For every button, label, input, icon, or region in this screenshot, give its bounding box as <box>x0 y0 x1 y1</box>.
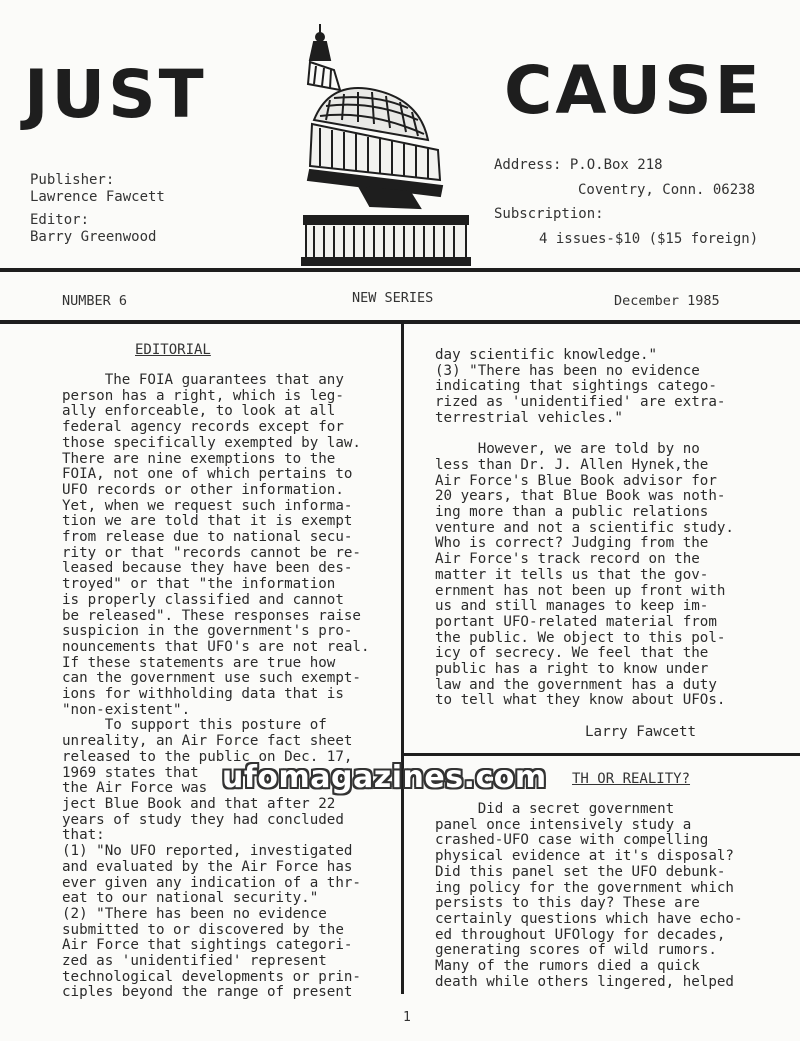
issue-rule <box>0 320 800 324</box>
publisher-label: Publisher: <box>30 172 115 188</box>
capitol-dome-illustration <box>300 20 475 270</box>
masthead-title-right: CAUSE <box>504 52 763 129</box>
article2-body: Did a secret government panel once intensively study a crashed-UFO case with compelling physical evidence at it's disposal? Did this panel set the UFO debunk- ing policy for the government which persists to this day? These are certainly questions which have echo- ed throughout UFOlogy for decades, generating scores of wild rumors. Many of the rumors died a quick death while others lingered, helped <box>435 801 743 990</box>
top-rule <box>0 268 800 272</box>
article-divider <box>401 753 800 756</box>
editor-block <box>30 212 156 246</box>
subscription-rate: 4 issues-$10 ($15 foreign) <box>539 231 759 247</box>
publisher-block <box>30 172 165 206</box>
editor-label: Editor: <box>30 212 90 228</box>
issue-number: NUMBER 6 <box>62 293 128 309</box>
editorial-heading: EDITORIAL <box>135 342 211 358</box>
page-number: 1 <box>403 1010 411 1025</box>
subscription-label: Subscription: <box>494 206 604 222</box>
column-divider <box>401 324 404 994</box>
address-line: Address: P.O.Box 218 <box>494 157 663 173</box>
city-line: Coventry, Conn. 06238 <box>578 182 756 198</box>
editor-name: Barry Greenwood <box>30 229 157 245</box>
editorial-left-column: The FOIA guarantees that any person has a right, which is leg- ally enforceable, to look at all federal agency records except for those specifically exempted by law. There are nine exemptions to the FOIA, not one of which pertains to UFO records or other information. Yet, when we request such informa- tion we are told that it is exempt from release due to national secu- rity or that "records cannot be re- leased because they have been des- troyed" or that "the information is properly classified and cannot be released". These responses raise suspicion in the government's pro- nouncements that UFO's are not real. If these statements are true how can the government use such exempt- ions for withholding data that is "non-existent". To support this posture of unreality, an Air Force fact sheet released to the public on Dec. 17, 1969 states that the Air Force was ject Blue Book and that after 22 years of study they had concluded that: (1) "No UFO reported, investigated and evaluated by the Air Force has ever given any indication of a thr- eat to our national security." (2) "There has been no evidence submitted to or discovered by the Air Force that sightings categori- zed as 'unidentified' represent technological developments or prin- ciples beyond the range of present <box>62 372 370 1001</box>
editorial-signature: Larry Fawcett <box>585 724 697 740</box>
watermark-text: ufomagazines.com <box>222 760 547 795</box>
editorial-right-column: day scientific knowledge." (3) "There has been no evidence indicating that sightings catego- rized as 'unidentified' are extra- terrestrial vehicles." However, we are told by no less than Dr. J. Allen Hynek,the Air Force's Blue Book advisor for 20 years, that Blue Book was noth- ing more than a public relations venture and not a scientific study. Who is correct? Judging from the Air Force's track record on the matter it tells us that the gov- ernment has not been up front with us and still manages to keep im- portant UFO-related material from the public. We object to this pol- icy of secrecy. We feel that the public has a right to know under law and the government has a duty to tell what they know about UFOs. <box>435 347 734 709</box>
issue-date: December 1985 <box>614 293 720 309</box>
masthead-title-left: JUST <box>24 56 207 133</box>
article2-heading: TH OR REALITY? <box>572 771 691 787</box>
issue-series: NEW SERIES <box>352 290 434 306</box>
publisher-name: Lawrence Fawcett <box>30 189 165 205</box>
